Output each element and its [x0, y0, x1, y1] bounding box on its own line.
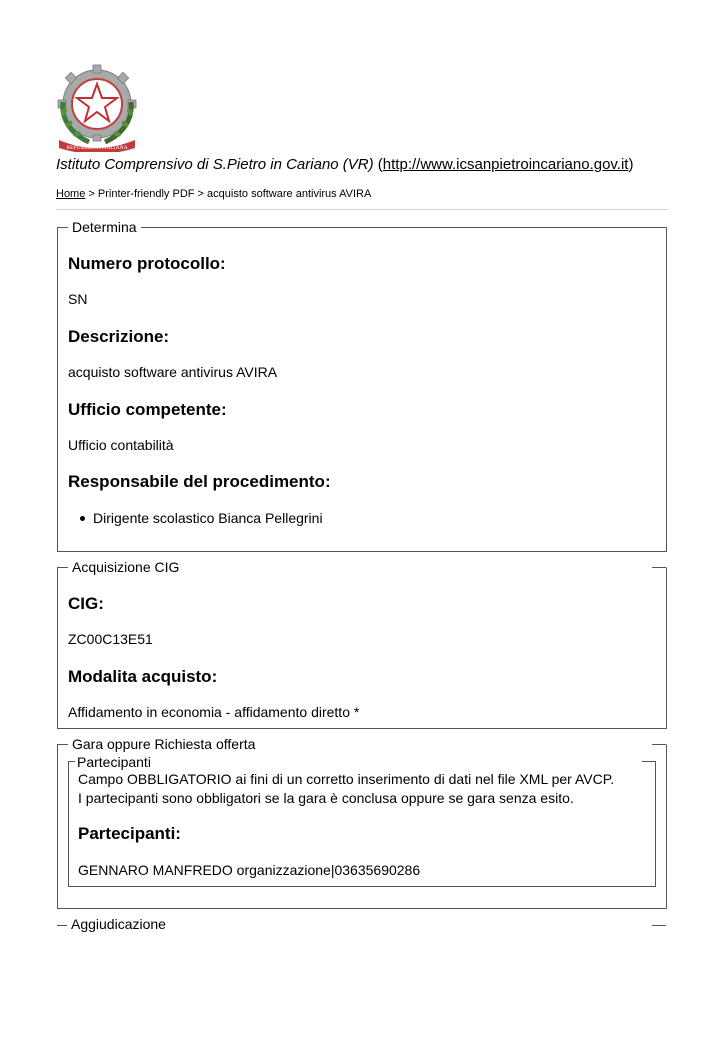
- border-tick-right: [652, 925, 666, 926]
- partecipanti-value: GENNARO MANFREDO organizzazione|03635690286: [78, 862, 421, 878]
- breadcrumb-separator: >: [88, 188, 95, 200]
- ufficio-competente-label: Ufficio competente:: [68, 400, 227, 419]
- responsabile-label: Responsabile del procedimento:: [68, 472, 331, 491]
- organization-name: Istituto Comprensivo di S.Pietro in Cariano (VR): [56, 156, 374, 173]
- modalita-acquisto-value: Affidamento in economia - affidamento diretto *: [68, 704, 360, 720]
- cig-label: CIG:: [68, 594, 104, 613]
- aggiudicazione-fieldset: [57, 916, 667, 1045]
- border-tick-right: [652, 567, 666, 568]
- modalita-acquisto-label: Modalita acquisto:: [68, 667, 218, 686]
- numero-protocollo-label: Numero protocollo:: [68, 254, 226, 273]
- descrizione-label: Descrizione:: [68, 327, 170, 346]
- border-tick-right: [642, 761, 656, 762]
- determina-legend: Determina: [68, 218, 141, 236]
- responsabile-list-item: [80, 509, 323, 527]
- breadcrumb-home-link[interactable]: Home: [56, 188, 86, 200]
- determina-fieldset: [57, 219, 667, 552]
- breadcrumb: [56, 188, 371, 200]
- border-tick-right: [652, 744, 666, 745]
- partecipanti-fieldset: [68, 754, 656, 887]
- aggiudicazione-legend: Aggiudicazione: [67, 915, 170, 933]
- partecipanti-note-line-1: Campo OBBLIGATORIO ai fini di un corretto inserimento di dati nel file XML per AVCP.: [78, 771, 615, 787]
- svg-text:REPUBBLICA ITALIANA: REPUBBLICA ITALIANA: [66, 145, 128, 151]
- bullet-icon: [80, 516, 85, 521]
- acquisizione-cig-legend: Acquisizione CIG: [68, 558, 183, 576]
- breadcrumb-item-pdf: Printer-friendly PDF: [97, 188, 195, 200]
- site-url-link[interactable]: http://www.icsanpietroincariano.gov.it: [382, 156, 629, 173]
- acquisizione-cig-fieldset: [57, 559, 667, 729]
- gara-fieldset: [57, 736, 667, 909]
- breadcrumb-item-current: acquisto software antivirus AVIRA: [207, 188, 372, 200]
- header-divider: [56, 209, 668, 210]
- partecipanti-label: Partecipanti:: [78, 824, 181, 843]
- numero-protocollo-value: SN: [68, 291, 88, 307]
- cig-value: ZC00C13E51: [68, 631, 153, 647]
- responsabile-value: Dirigente scolastico Bianca Pellegrini: [93, 510, 323, 526]
- gara-legend: Gara oppure Richiesta offerta: [68, 735, 259, 753]
- partecipanti-note-line-2: I partecipanti sono obbligatori se la gara è conclusa oppure se gara senza esito.: [78, 790, 574, 806]
- site-title-line: [56, 156, 633, 173]
- ufficio-competente-value: Ufficio contabilità: [68, 437, 174, 453]
- url-open-paren: (: [377, 156, 383, 173]
- italian-republic-emblem-icon: [55, 64, 139, 152]
- breadcrumb-separator: >: [197, 188, 204, 200]
- descrizione-value: acquisto software antivirus AVIRA: [68, 364, 278, 380]
- url-close-paren: ): [628, 156, 634, 173]
- partecipanti-legend: Partecipanti: [77, 754, 151, 770]
